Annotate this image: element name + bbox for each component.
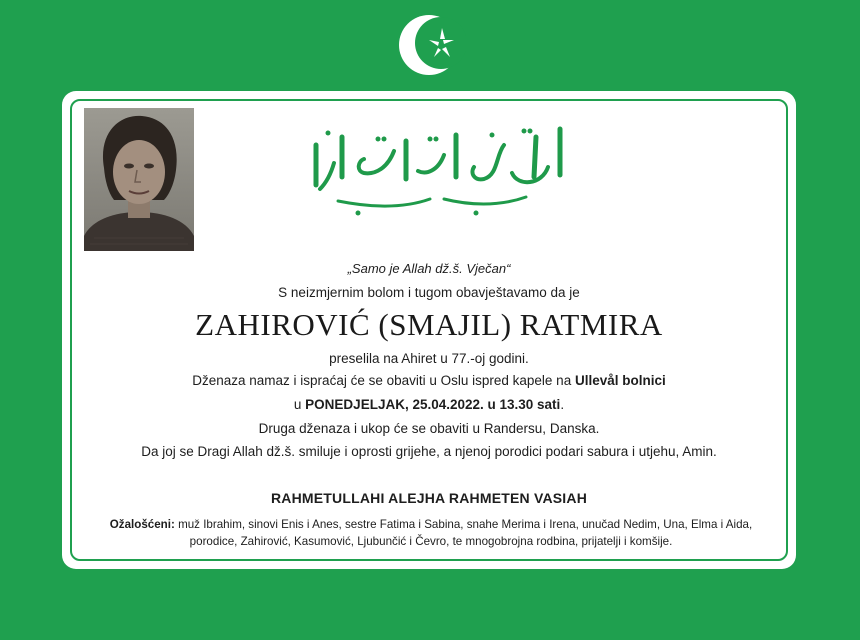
funeral-date-prefix: u — [293, 397, 306, 412]
funeral-prayer-line — [62, 373, 796, 388]
mourners-line-1: muž Ibrahim, sinovi Enis i Anes, sestre Fatima i Sabina, snahe Merima i Irena, unučad Nedim, Una, Elma i Aida, — [174, 518, 753, 531]
age-line: preselila na Ahiret u 77.-oj godini. — [329, 351, 529, 366]
funeral-date-line — [62, 397, 796, 412]
intro-line: S neizmjernim bolom i tugom obavještavamo da je — [278, 285, 580, 300]
funeral-prayer-text: Dženaza namaz i ispraćaj će se obaviti u Oslu ispred kapele na — [192, 373, 575, 388]
mourners-line-2: porodice, Zahirović, Kasumović, Ljubunčić i Čevro, te mnogobrojna rodbina, prijatelji i komšije. — [189, 535, 673, 548]
crescent-star-icon — [396, 10, 466, 80]
funeral-date: PONEDJELJAK, 25.04.2022. u 13.30 sati — [305, 397, 561, 412]
funeral-date-suffix: . — [560, 397, 565, 412]
burial-line: Druga dženaza i ukop će se obaviti u Randersu, Danska. — [258, 421, 600, 436]
portrait-photo — [84, 108, 194, 251]
obituary-card — [62, 91, 796, 569]
funeral-location: Ullevål bolnici — [574, 373, 666, 388]
mourners-block — [86, 516, 776, 550]
prayer-line: Da joj se Dragi Allah dž.š. smiluje i oprosti grijehe, a njenoj porodici podari sabura i utjehu, Amin. — [141, 444, 717, 459]
closing-phrase: RAHMETULLAHI ALEJHA RAHMETEN VASIAH — [270, 490, 588, 506]
quote-line: „Samo je Allah dž.š. Vječan“ — [347, 261, 511, 276]
deceased-name: ZAHIROVIĆ (SMAJIL) RATMIRA — [195, 307, 663, 342]
arabic-calligraphy — [298, 115, 574, 225]
mourners-label: Ožalošćeni: — [109, 518, 175, 531]
